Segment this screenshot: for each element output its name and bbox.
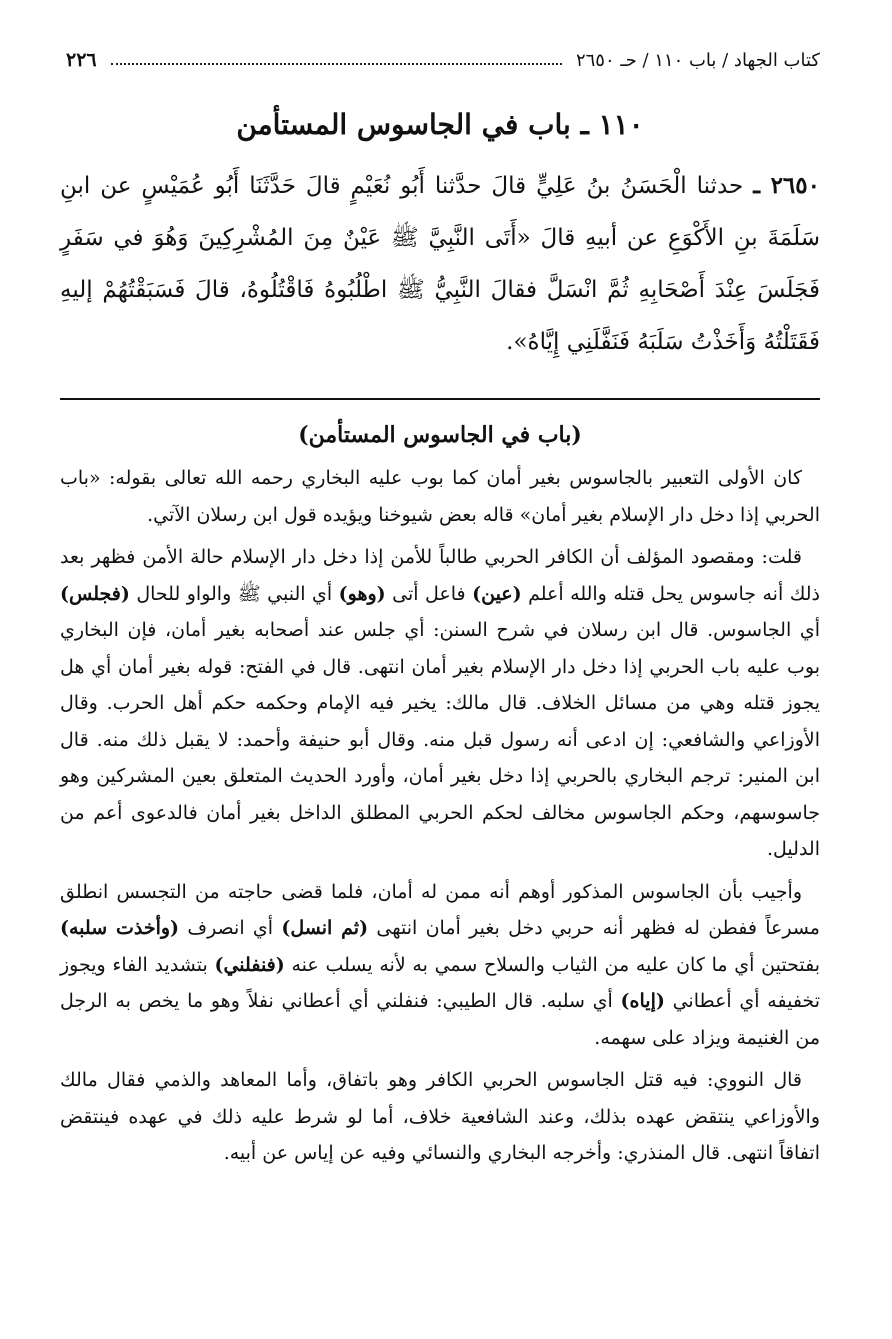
header-dot-leader	[111, 63, 562, 65]
section-divider	[60, 398, 820, 400]
text-run: أي انصرف	[187, 917, 274, 939]
text-run: أي النبي ﷺ والواو للحال	[136, 582, 333, 605]
book-reference: كتاب الجهاد / باب ١١٠ / حـ ٢٦٥٠	[575, 49, 820, 71]
quoted-term: (وأخذت سلبه)	[60, 917, 180, 939]
quoted-term: (فجلس)	[60, 582, 130, 605]
hadith-text-block	[60, 160, 820, 368]
commentary-paragraph-1: كان الأولى التعبير بالجاسوس بغير أمان كما بوب عليه البخاري رحمه الله تعالى بقوله: «باب الحربي إذا دخل دار الإسلام بغير أمان» قاله بعض شيوخنا ويؤيده قول ابن رسلان الآتي.	[60, 467, 820, 526]
commentary-title: (باب في الجاسوس المستأمن)	[298, 422, 582, 448]
text-run: بتشديد الفاء ويجوز تخفيفه أي أعطاني	[60, 953, 820, 1012]
text-run: فاعل أتى	[392, 582, 466, 605]
hadith-text: حدثنا الْحَسَنُ بنُ عَلِيٍّ قالَ حدَّثنا أَبُو نُعَيْمٍ قالَ حَدَّثَنَا أَبُو عُمَيْسٍ عن ابنِ سَلَمَةَ بنِ الأَكْوَعِ عن أبيهِ قالَ «أَتَى النَّبِيَّ ﷺ عَيْنٌ مِنَ المُشْرِكِينَ وَهُوَ في سَفَرٍ فَجَلَسَ عِنْدَ أَصْحَابِهِ ثُمَّ انْسَلَّ فقالَ النَّبِيُّ ﷺ اطْلُبُوهُ فَاقْتُلُوهُ، قالَ فَسَبَقْتُهُمْ إليهِ فَقَتَلْتُهُ وَأَخَذْتُ سَلَبَهُ فَنَفَّلَنِي إِيَّاهُ».	[60, 173, 820, 355]
chapter-label: باب	[528, 108, 571, 141]
commentary-section	[60, 410, 820, 1178]
chapter-heading	[60, 100, 820, 150]
page-number: ٢٢٦	[66, 49, 97, 71]
hadith-number: ٢٦٥٠ ـ	[753, 172, 820, 199]
text-run: أي الجاسوس. قال ابن رسلان في شرح السنن: أي جلس عند أصحابه بغير أمان، فإن البخاري بوب عليه باب الحربي إذا دخل دار الإسلام بغير أمان انتهى. قال في الفتح: قوله بغير أمان أي هل يجوز قتله وهي من مسائل الخلاف. قال مالك: يخير فيه الإمام وحكمه حكم أهل الحرب. وقال الأوزاعي والشافعي: إن ادعى أنه رسول قبل منه. وقال أبو حنيفة وأحمد: لا يقبل ذلك منه. قال ابن المنير: ترجم البخاري بالحربي إذا دخل بغير أمان، وأورد الحديث المتعلق بعين المشركين وهو جاسوسهم، وحكم الجاسوس مخالف لحكم الحربي المطلق الداخل بغير أمان فالدعوى أعم من الدليل.	[60, 619, 820, 860]
text-run: أي سلبه. قال الطيبي: فنفلني أي أعطاني نفلاً وهو ما يخص به الرجل من الغنيمة ويزاد على سهمه.	[60, 990, 820, 1049]
quoted-term: (ثم انسل)	[281, 917, 369, 939]
quoted-term: (إياه)	[620, 990, 665, 1012]
book-page	[60, 40, 820, 1310]
commentary-paragraph-2	[60, 539, 820, 868]
chapter-title: في الجاسوس المستأمن	[236, 108, 519, 141]
text-run: قلت: ومقصود المؤلف أن الكافر الحربي طالباً للأمن إذا دخل دار الإسلام حالة الأمن فظهر بعد ذلك أنه جاسوس يحل قتله والله أعلم	[60, 546, 820, 605]
quoted-term: (فنفلني)	[214, 953, 285, 976]
quoted-term: (عين)	[472, 582, 522, 605]
commentary-paragraph-3	[60, 874, 820, 1057]
commentary-paragraph-4: قال النووي: فيه قتل الجاسوس الحربي الكافر وهو باتفاق، وأما المعاهد والذمي فقال مالك والأوزاعي ينتقض عهده بذلك، وعند الشافعية خلاف، أما لو شرط عليه ذلك في عهده فينتقض اتفاقاً انتهى. قال المنذري: وأخرجه البخاري والنسائي وفيه عن إياس عن أبيه.	[60, 1069, 820, 1164]
quoted-term: (وهو)	[338, 582, 386, 605]
text-run: وأجيب بأن الجاسوس المذكور أوهم أنه ممن له أمان، فلما قضى حاجته من التجسس انطلق مسرعاً ففطن له فظهر أنه حربي دخل بغير أمان انتهى	[60, 880, 820, 939]
chapter-number: ١١٠ ـ	[580, 108, 644, 141]
text-run: بفتحتين أي ما كان عليه من الثياب والسلاح سمي به لأنه يسلب عنه	[291, 953, 820, 976]
running-header	[60, 40, 820, 80]
